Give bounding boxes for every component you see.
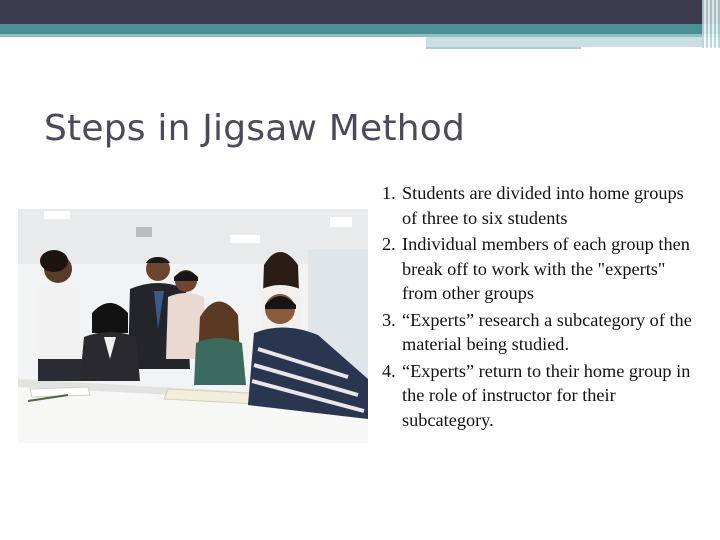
header-light-bar xyxy=(426,37,720,47)
step-text: “Experts” return to their home group in the role of instructor for their subcategory. xyxy=(402,360,691,430)
step-text: Individual members of each group then break off to work with the "experts" from other groups xyxy=(402,234,690,303)
step-number: 3. xyxy=(382,309,396,330)
step-item-1 xyxy=(382,181,702,230)
step-number: 2. xyxy=(382,234,396,254)
slide-title: Steps in Jigsaw Method xyxy=(44,108,466,149)
step-item-2 xyxy=(382,232,702,306)
step-text: Students are divided into home groups of three to six students xyxy=(402,183,684,228)
header-light-underline xyxy=(426,47,581,49)
steps-list xyxy=(382,181,702,434)
students-group-study-photo xyxy=(18,209,368,443)
step-number: 1. xyxy=(382,183,396,203)
step-item-3 xyxy=(382,308,702,357)
step-number: 4. xyxy=(382,360,396,381)
header-dark-bar xyxy=(0,0,720,24)
step-text: “Experts” research a subcategory of the material being studied. xyxy=(402,309,692,354)
step-item-4 xyxy=(382,359,702,433)
header-edge-stripes xyxy=(702,0,720,48)
header-teal-bar xyxy=(0,24,720,34)
